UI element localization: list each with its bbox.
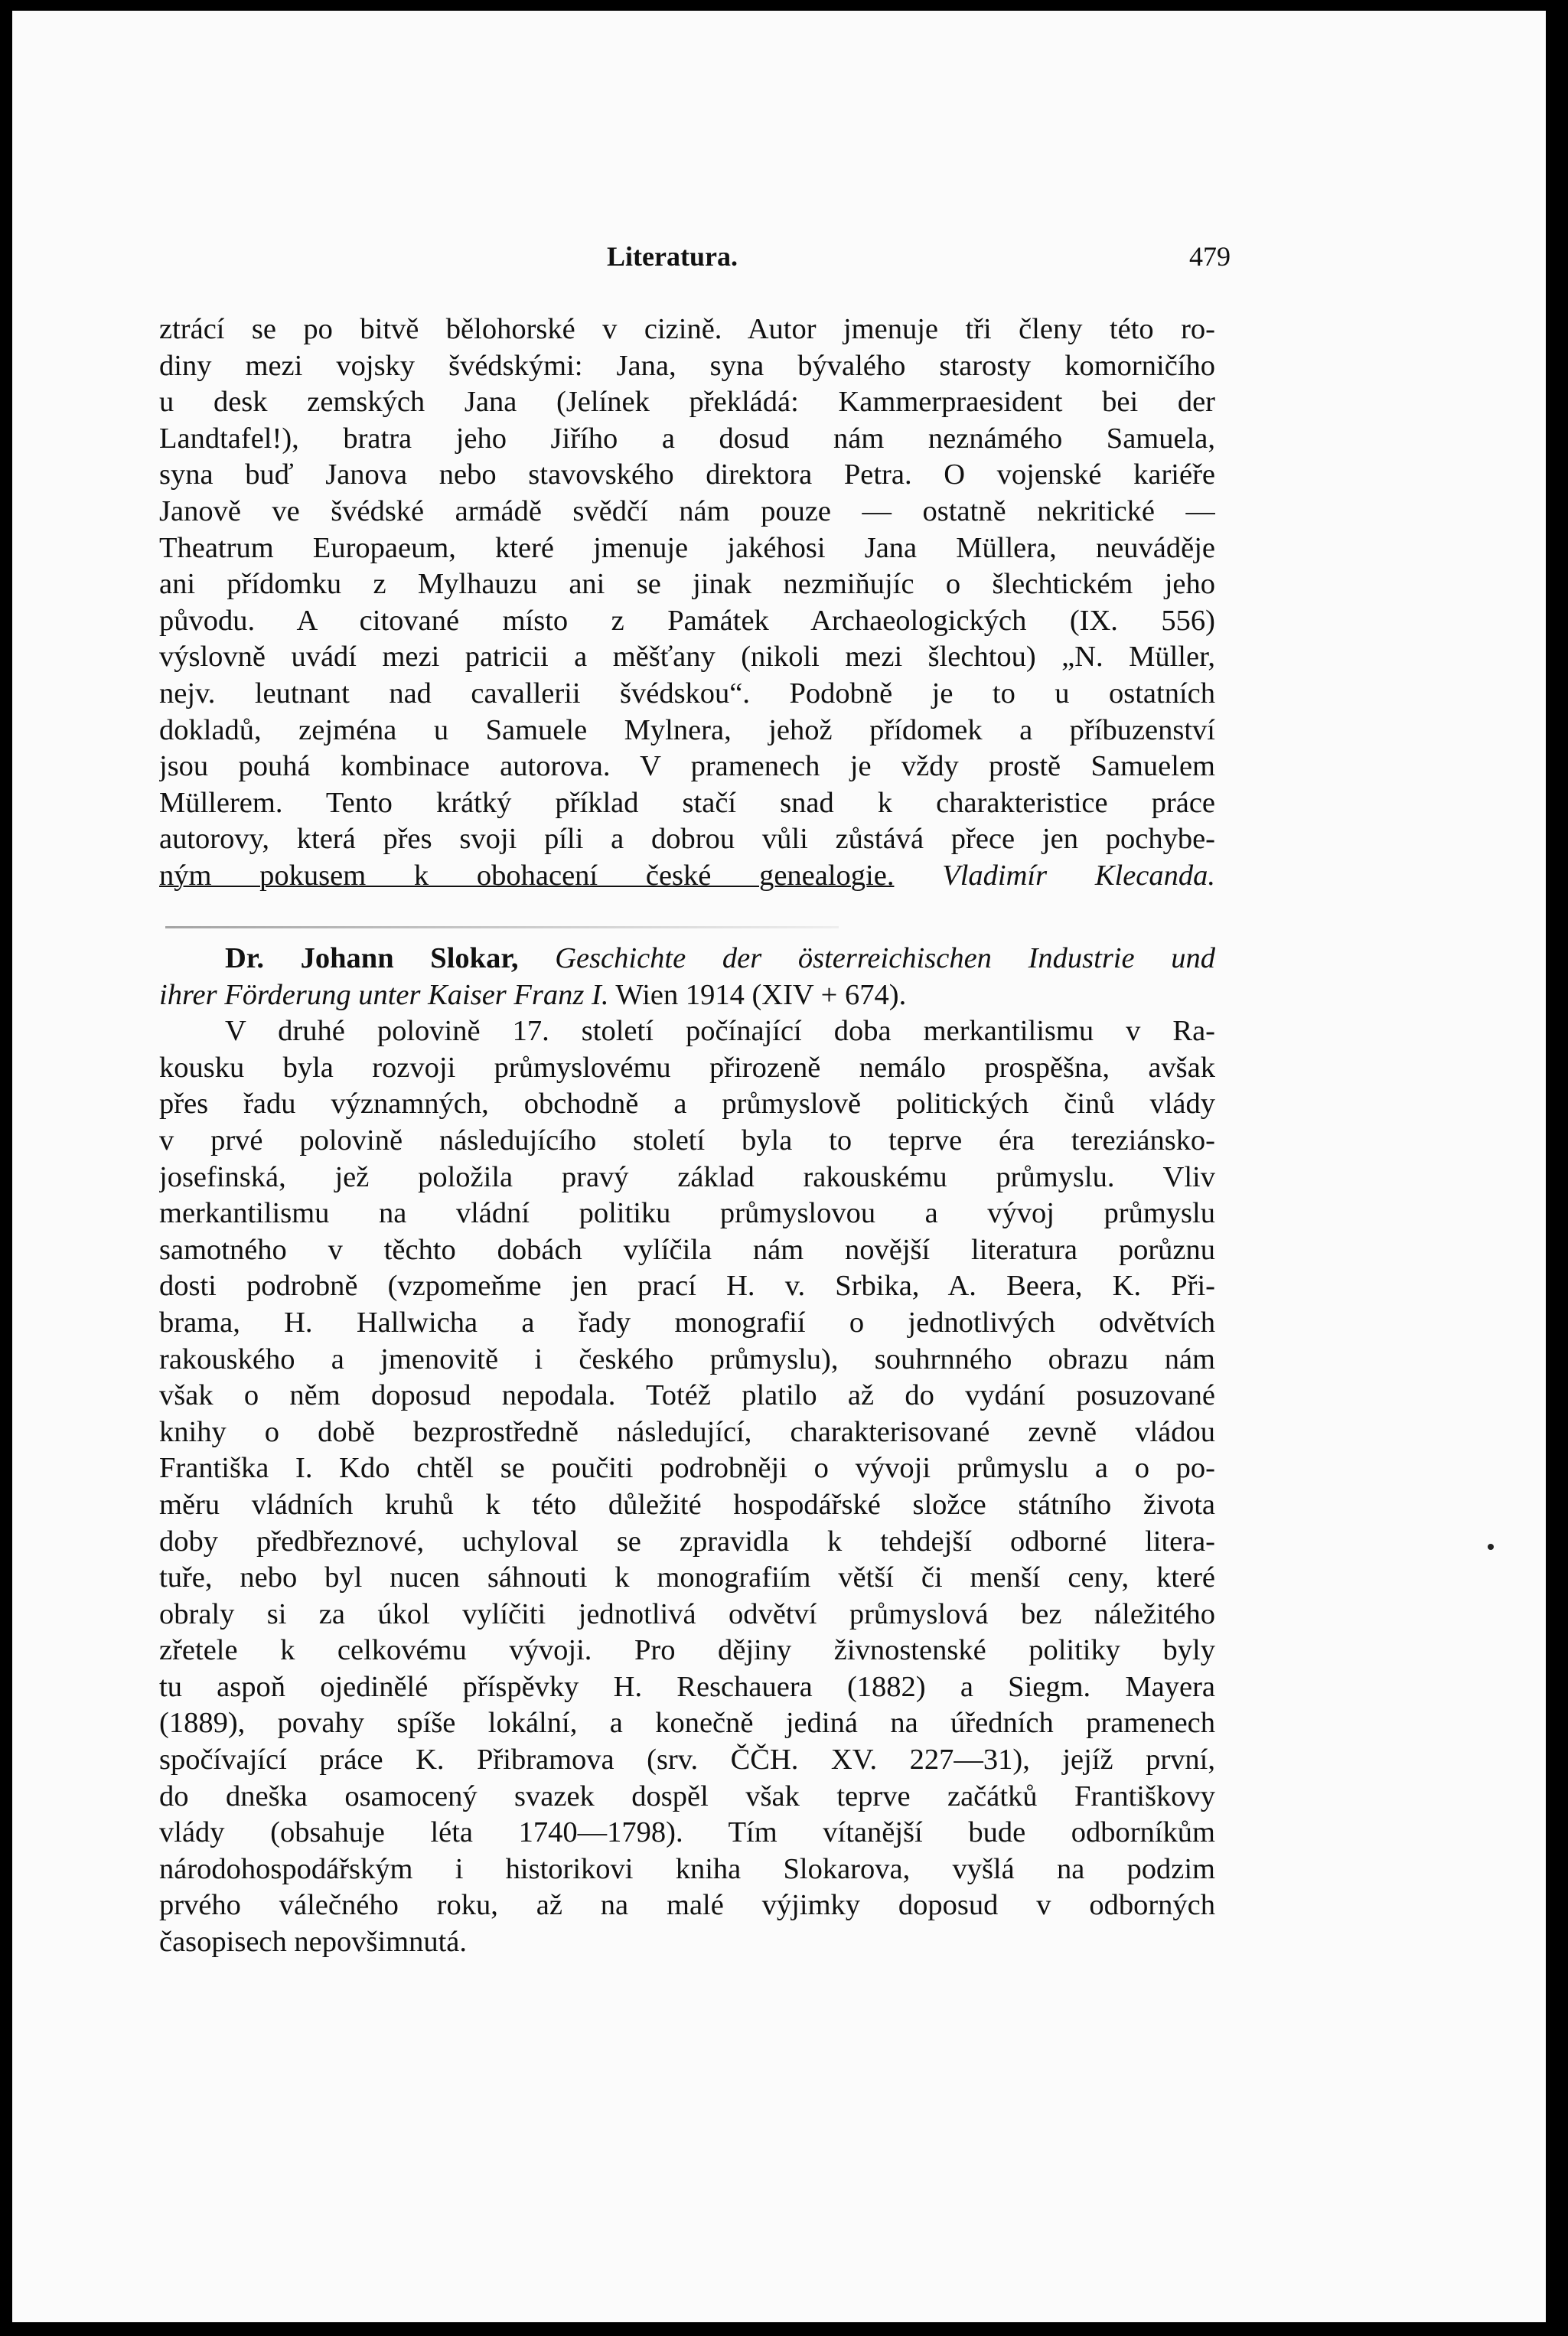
text-line: ani přídomku z Mylhauzu ani se jinak nezmiňujíc o šlechtickém jeho: [159, 568, 1215, 601]
text-line: vlády (obsahuje léta 1740—1798). Tím vítanější bude odborníkům: [159, 1816, 1215, 1849]
text-line: prvého válečného roku, až na malé výjimky doposud v odborných: [159, 1889, 1215, 1922]
scanned-page: [12, 11, 1546, 2322]
reviewed-author: Dr. Johann Slokar,: [225, 942, 519, 974]
text-line: ztrácí se po bitvě bělohorské v cizině. Autor jmenuje tři členy této ro-: [159, 313, 1215, 345]
text-line: autorovy, která přes svoji píli a dobrou vůli zůstává přece jen pochybe-: [159, 823, 1215, 856]
text-line: zřetele k celkovému vývoji. Pro dějiny živnostenské politiky byly: [159, 1634, 1215, 1667]
text-line: kousku byla rozvoji průmyslovému přirozeně nemálo prospěšna, avšak: [159, 1051, 1215, 1084]
text-line: samotného v těchto dobách vylíčila nám novější literatura porůznu: [159, 1233, 1215, 1266]
text-line: tuře, nebo byl nucen sáhnouti k monografiím větší či menší ceny, které: [159, 1561, 1215, 1594]
text-line: tu aspoň ojedinělé příspěvky H. Reschauera (1882) a Siegm. Mayera: [159, 1670, 1215, 1703]
text-line: Janově ve švédské armádě svědčí nám pouze — ostatně nekritické —: [159, 494, 1215, 527]
text-line: Landtafel!), bratra jeho Jiřího a dosud nám neznámého Samuela,: [159, 422, 1215, 455]
margin-speck: [1488, 1544, 1494, 1550]
text-line: však o něm doposud nepodala. Totéž platilo až do vydání posuzované: [159, 1379, 1215, 1412]
review-slokar: [159, 941, 1215, 1961]
text-line: původu. A citované místo z Památek Archaeologických (IX. 556): [159, 604, 1215, 637]
text-line: (1889), povahy spíše lokální, a konečně jediná na úředních pramenech: [159, 1707, 1215, 1740]
signature-line: [159, 858, 1215, 895]
text-line: syna buď Janova nebo stavovského direktora Petra. O vojenské kariéře: [159, 458, 1215, 491]
text-line: přes řadu významných, obchodně a průmyslově politických činů vlády: [159, 1088, 1215, 1121]
review-heading-line-2: [159, 977, 1215, 1014]
text-line: Františka I. Kdo chtěl se poučiti podrobněji o vývoji průmyslu a o po-: [159, 1452, 1215, 1485]
text-line: knihy o době bezprostředně následující, charakterisované zevně vládou: [159, 1415, 1215, 1448]
text-line: Müllerem. Tento krátký příklad stačí snad k charakteristice práce: [159, 786, 1215, 819]
text-line: brama, H. Hallwicha a řady monografií o jednotlivých odvětvích: [159, 1306, 1215, 1339]
text-line: dosti podrobně (vzpomeňme jen prací H. v. Srbika, A. Beera, K. Při-: [159, 1270, 1215, 1303]
text-line: V druhé polovině 17. století počínající doba merkantilismu v Ra-: [225, 1015, 1215, 1048]
text-line: národohospodářským i historikovi kniha Slokarova, vyšlá na podzim: [159, 1852, 1215, 1885]
text-line: merkantilismu na vládní politiku průmyslovou a vývoj průmyslu: [159, 1197, 1215, 1230]
text-line: do dneška osamocený svazek dospěl však teprve začátků Františkovy: [159, 1780, 1215, 1812]
text-line: obraly si za úkol vylíčiti jednotlivá odvětví průmyslová bez náležitého: [159, 1597, 1215, 1630]
closing-text: ným pokusem k obohacení české genealogie.: [159, 859, 895, 892]
text-line: měru vládních kruhů k této důležité hospodářské složce státního života: [159, 1488, 1215, 1521]
text-line: spočívající práce K. Přibramova (srv. ČČH. XV. 227—31), jejíž první,: [159, 1744, 1215, 1776]
book-title-continued: ihrer Förderung unter Kaiser Franz I.: [159, 978, 609, 1011]
scan-underline-mark: [165, 926, 839, 928]
text-line: v prvé polovině následujícího století byla to teprve éra tereziánsko-: [159, 1124, 1215, 1157]
running-title: Literatura.: [607, 241, 738, 272]
text-line: jsou pouhá kombinace autorova. V pramenech je vždy prostě Samuelem: [159, 750, 1215, 783]
review-signature: Vladimír Klecanda.: [942, 859, 1215, 892]
text-line: u desk zemských Jana (Jelínek překládá: Kammerpraesident bei der: [159, 386, 1215, 419]
text-line: nejv. leutnant nad cavallerii švédskou“. Podobně je to u ostatních: [159, 677, 1215, 710]
text-line: dokladů, zejména u Samuele Mylnera, jehož přídomek a příbuzenství: [159, 713, 1215, 746]
text-line: josefinská, jež položila pravý základ rakouskému průmyslu. Vliv: [159, 1160, 1215, 1193]
review-heading-line-1: [159, 941, 1215, 977]
book-title: Geschichte der österreichischen Industrie und: [555, 942, 1215, 974]
page-header: [12, 240, 1546, 279]
text-line: časopisech nepovšimnutá.: [159, 1926, 468, 1959]
review-continuation: [159, 312, 1215, 895]
text-line: výslovně uvádí mezi patricii a měšťany (nikoli mezi šlechtou) „N. Müller,: [159, 641, 1215, 674]
text-line: diny mezi vojsky švédskými: Jana, syna bývalého starosty komorničího: [159, 349, 1215, 382]
publication-info: Wien 1914 (XIV + 674).: [615, 978, 907, 1011]
page-number: 479: [1189, 241, 1231, 272]
text-line: Theatrum Europaeum, které jmenuje jakéhosi Jana Müllera, neuváděje: [159, 531, 1215, 564]
text-line: rakouského a jmenovitě i českého průmyslu), souhrnného obrazu nám: [159, 1343, 1215, 1375]
text-line: doby předbřeznové, uchyloval se zpravidla k tehdejší odborné litera-: [159, 1525, 1215, 1558]
